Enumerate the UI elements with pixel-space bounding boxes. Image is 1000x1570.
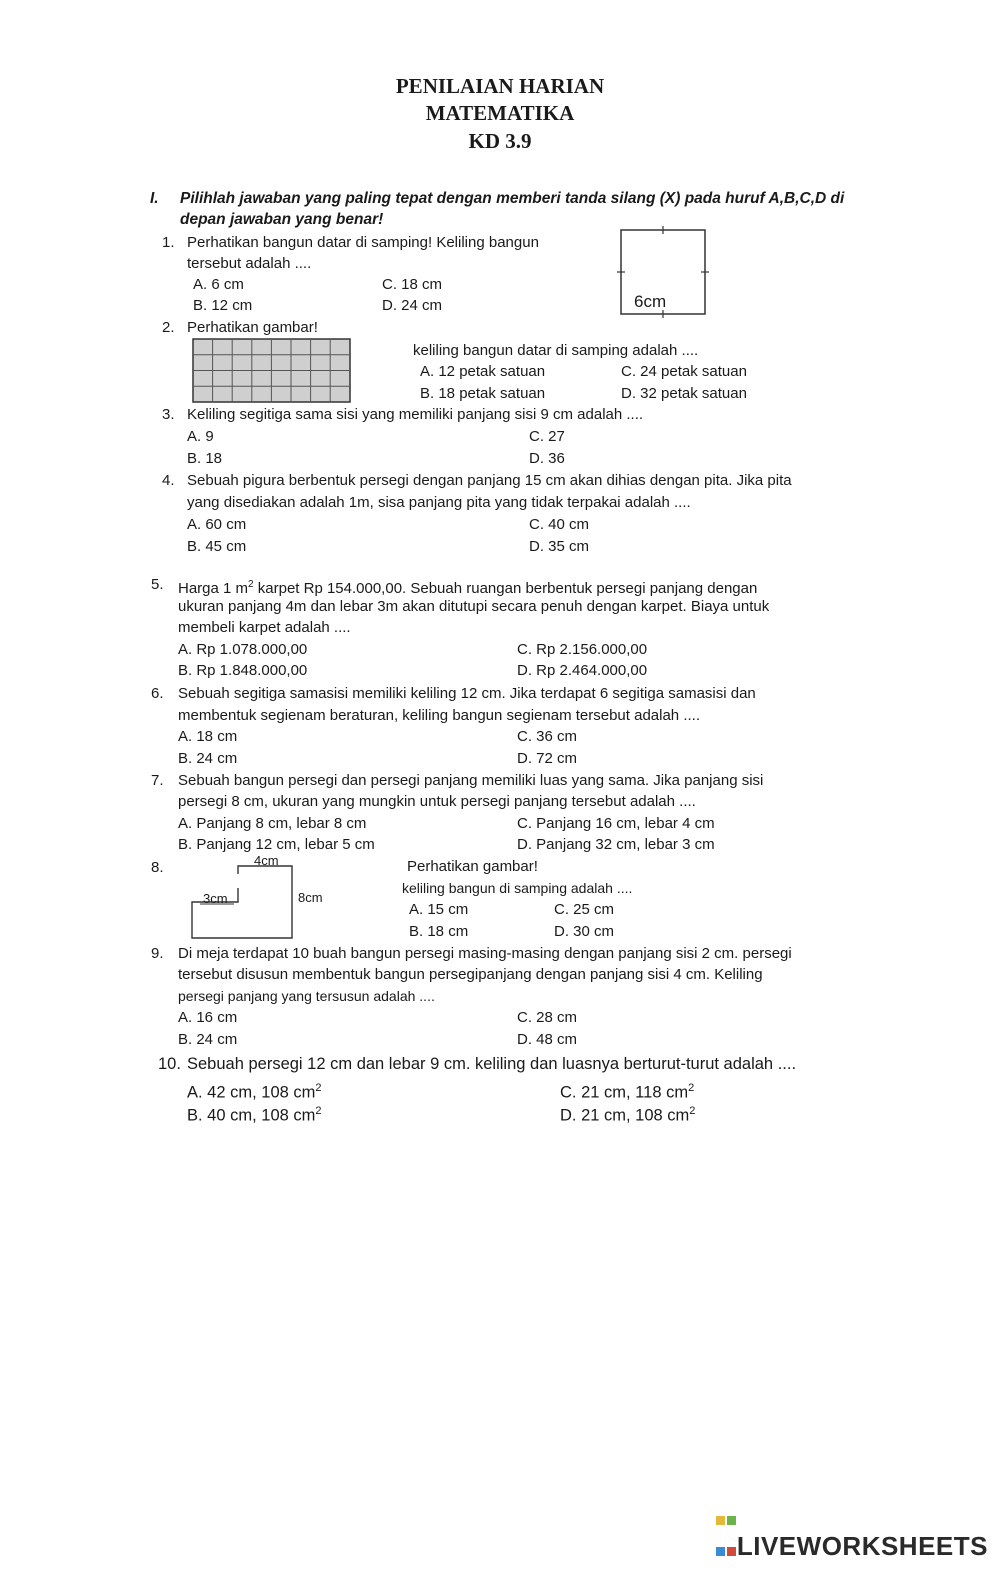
q8-option-b[interactable]: B. 18 cm xyxy=(409,923,469,940)
q5-option-a[interactable]: A. Rp 1.078.000,00 xyxy=(178,641,308,658)
q7-line-1: Sebuah bangun persegi dan persegi panjang memiliki luas yang sama. Jika panjang sisi xyxy=(178,772,764,789)
liveworksheets-logo[interactable] xyxy=(715,1502,988,1564)
q6-option-a[interactable]: A. 18 cm xyxy=(178,728,238,745)
q1-line-2: tersebut adalah .... xyxy=(187,255,312,272)
q7-option-a[interactable]: A. Panjang 8 cm, lebar 8 cm xyxy=(178,815,367,832)
q8-label-left: 3cm xyxy=(203,891,228,906)
q7-option-c[interactable]: C. Panjang 16 cm, lebar 4 cm xyxy=(517,815,715,832)
section-number: I. xyxy=(150,190,159,207)
q10-option-c[interactable]: C. 21 cm, 118 $cm^2$ xyxy=(560,1082,695,1102)
q9-line-3: persegi panjang yang tersusun adalah .... xyxy=(178,988,435,1004)
q1-number: 1. xyxy=(162,234,175,251)
title-line-2: MATEMATIKA xyxy=(425,101,575,125)
q7-option-b[interactable]: B. Panjang 12 cm, lebar 5 cm xyxy=(178,836,375,853)
q4-number: 4. xyxy=(162,472,175,489)
q4-option-b[interactable]: B. 45 cm xyxy=(187,538,247,555)
q9-option-c[interactable]: C. 28 cm xyxy=(517,1009,578,1026)
q6-line-1: Sebuah segitiga samasisi memiliki keliling 12 cm. Jika terdapat 6 segitiga samasisi dan xyxy=(178,685,756,702)
q7-number: 7. xyxy=(151,772,164,789)
q4-option-c[interactable]: C. 40 cm xyxy=(529,516,590,533)
q4-option-d[interactable]: D. 35 cm xyxy=(529,538,590,555)
q10-option-b[interactable]: B. 40 cm, 108 $cm^2$ xyxy=(187,1105,322,1125)
q9-line-1: Di meja terdapat 10 buah bangun persegi masing-masing dengan panjang sisi 2 cm. persegi xyxy=(178,945,792,962)
q9-option-a[interactable]: A. 16 cm xyxy=(178,1009,238,1026)
q5-option-d[interactable]: D. Rp 2.464.000,00 xyxy=(517,662,648,679)
q1-option-d[interactable]: D. 24 cm xyxy=(382,297,443,314)
q7-line-2: persegi 8 cm, ukuran yang mungkin untuk persegi panjang tersebut adalah .... xyxy=(178,793,696,810)
q10-number: 10. xyxy=(158,1055,181,1073)
title-line-3: KD 3.9 xyxy=(468,129,532,153)
q9-option-b[interactable]: B. 24 cm xyxy=(178,1031,238,1048)
q3-line-1: Keliling segitiga sama sisi yang memiliki panjang sisi 9 cm adalah .... xyxy=(187,406,644,423)
q8-line-1: Perhatikan gambar! xyxy=(407,858,538,875)
q6-option-c[interactable]: C. 36 cm xyxy=(517,728,578,745)
q1-line-1: Perhatikan bangun datar di samping! Keliling bangun xyxy=(187,234,539,251)
q8-label-right: 8cm xyxy=(298,890,323,905)
q1-option-b[interactable]: B. 12 cm xyxy=(193,297,253,314)
q8-label-top: 4cm xyxy=(254,853,279,868)
q3-option-c[interactable]: C. 27 xyxy=(529,428,565,445)
q1-option-a[interactable]: A. 6 cm xyxy=(193,276,244,293)
q2-option-c[interactable]: C. 24 petak satuan xyxy=(621,363,747,380)
q2-option-d[interactable]: D. 32 petak satuan xyxy=(621,385,747,402)
q10-line-1: Sebuah persegi 12 cm dan lebar 9 cm. keliling dan luasnya berturut-turut adalah .... xyxy=(187,1055,797,1073)
logo-squares-icon xyxy=(715,1502,737,1564)
q8-number: 8. xyxy=(151,859,164,876)
instruction-line-1: Pilihlah jawaban yang paling tepat dengan memberi tanda silang (X) pada huruf A,B,C,D di xyxy=(180,190,845,207)
q6-number: 6. xyxy=(151,685,164,702)
q1-figure-label: 6cm xyxy=(634,292,667,311)
q1-option-c[interactable]: C. 18 cm xyxy=(382,276,443,293)
q2-number: 2. xyxy=(162,319,175,336)
title-line-1: PENILAIAN HARIAN xyxy=(395,74,605,98)
q2-line-2: keliling bangun datar di samping adalah .... xyxy=(413,342,699,359)
q3-option-b[interactable]: B. 18 xyxy=(187,450,223,467)
q4-line-1: Sebuah pigura berbentuk persegi dengan panjang 15 cm akan dihias dengan pita. Jika pita xyxy=(187,472,792,489)
q10-option-d[interactable]: D. 21 cm, 108 $cm^2$ xyxy=(560,1105,696,1125)
q10-option-a[interactable]: A. 42 cm, 108 $cm^2$ xyxy=(187,1082,322,1102)
q7-option-d[interactable]: D. Panjang 32 cm, lebar 3 cm xyxy=(517,836,715,853)
q9-line-2: tersebut disusun membentuk bangun persegipanjang dengan panjang sisi 4 cm. Keliling xyxy=(178,966,763,983)
logo-text: LIVEWORKSHEETS xyxy=(736,1531,988,1561)
q2-grid-figure xyxy=(192,338,352,404)
q6-option-d[interactable]: D. 72 cm xyxy=(517,750,578,767)
q5-option-c[interactable]: C. Rp 2.156.000,00 xyxy=(517,641,648,658)
q8-line-2: keliling bangun di samping adalah .... xyxy=(402,880,633,896)
q2-line-1: Perhatikan gambar! xyxy=(187,319,318,336)
q9-number: 9. xyxy=(151,945,164,962)
q9-option-d[interactable]: D. 48 cm xyxy=(517,1031,578,1048)
q5-number: 5. xyxy=(151,576,164,593)
q2-option-b[interactable]: B. 18 petak satuan xyxy=(420,385,546,402)
instruction-line-2: depan jawaban yang benar! xyxy=(180,211,384,228)
q8-option-a[interactable]: A. 15 cm xyxy=(409,901,469,918)
q5-option-b[interactable]: B. Rp 1.848.000,00 xyxy=(178,662,308,679)
q3-option-a[interactable]: A. 9 xyxy=(187,428,214,445)
q6-option-b[interactable]: B. 24 cm xyxy=(178,750,238,767)
q6-line-2: membentuk segienam beraturan, keliling bangun segienam tersebut adalah .... xyxy=(178,707,700,724)
q2-option-a[interactable]: A. 12 petak satuan xyxy=(420,363,546,380)
q4-line-2: yang disediakan adalah 1m, sisa panjang pita yang tidak terpakai adalah .... xyxy=(187,494,691,511)
q5-line-2: ukuran panjang 4m dan lebar 3m akan ditutupi secara penuh dengan karpet. Biaya untuk xyxy=(178,598,770,615)
q3-option-d[interactable]: D. 36 xyxy=(529,450,565,467)
q8-option-c[interactable]: C. 25 cm xyxy=(554,901,615,918)
q4-option-a[interactable]: A. 60 cm xyxy=(187,516,247,533)
q5-line-3: membeli karpet adalah .... xyxy=(178,619,351,636)
q8-option-d[interactable]: D. 30 cm xyxy=(554,923,615,940)
q3-number: 3. xyxy=(162,406,175,423)
q5-line-1: Harga 1 $m^2$ karpet Rp 154.000,00. Sebuah ruangan berbentuk persegi panjang dengan xyxy=(178,579,758,597)
